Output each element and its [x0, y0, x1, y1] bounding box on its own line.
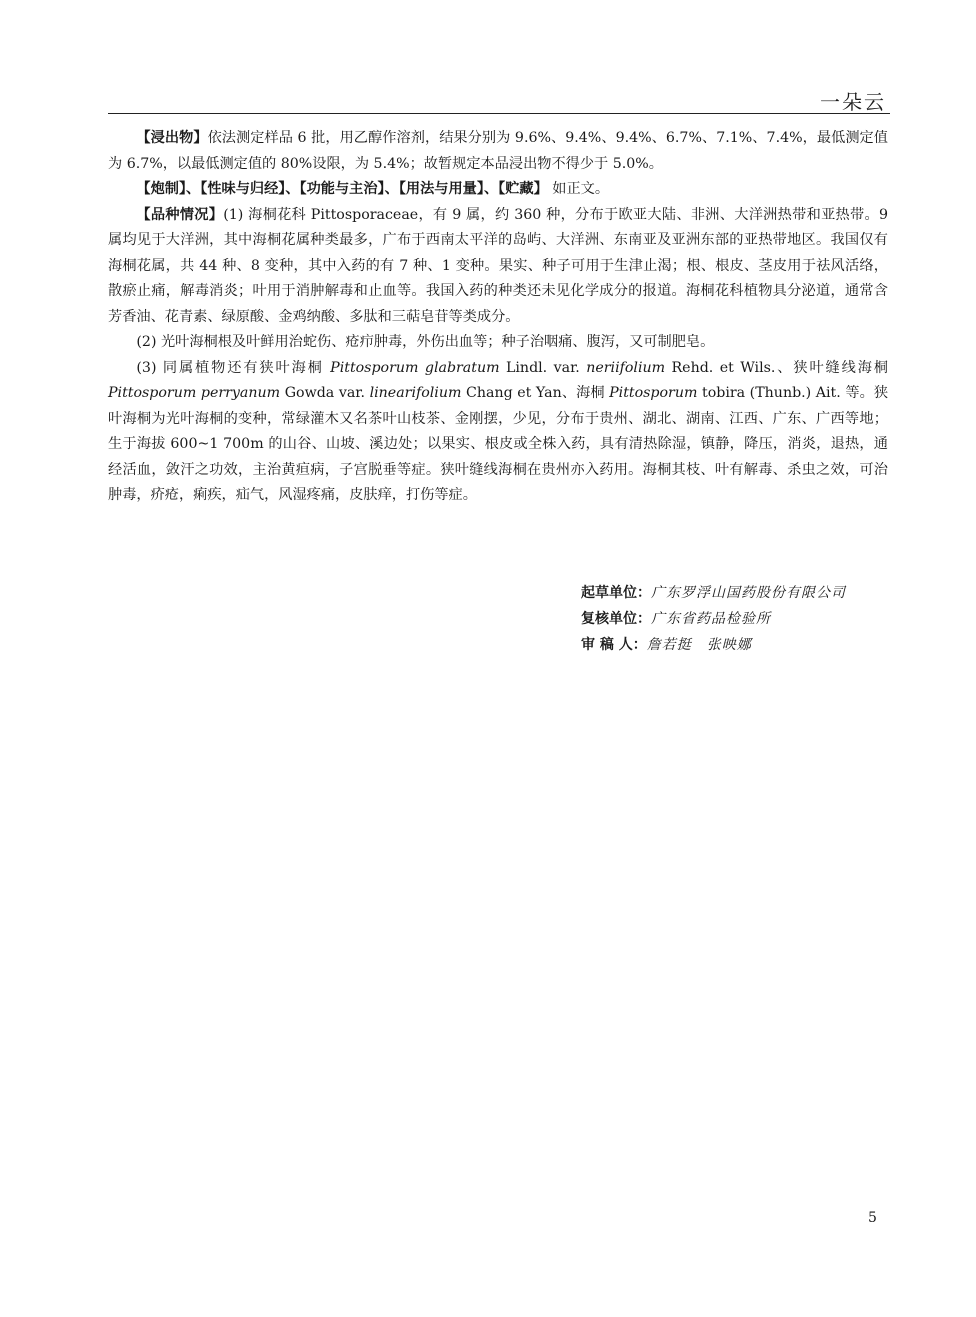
credit-value: 詹若挺 张映娜 — [646, 637, 752, 653]
paragraph-variety-1 — [108, 203, 888, 331]
variety-text-3d: Gowda var. — [280, 385, 370, 401]
paragraph-variety-2 — [108, 330, 888, 356]
credit-label: 起草单位： — [581, 585, 651, 601]
section-label-extract: 【浸出物】 — [136, 130, 208, 146]
variety-text-3b: Lindl. var. — [499, 359, 587, 376]
latin-name: linearifolium — [369, 385, 462, 401]
credit-row-drafting — [581, 580, 846, 606]
variety-text-1: (1) 海桐花科 Pittosporaceae，有 9 属，约 360 种，分布于欧亚大陆、非洲、大洋洲热带和亚热带。9 属均见于大洋洲，其中海桐花属种类最多，广布于西南太平洋的岛屿、大洋洲、东南亚及亚洲东部的亚热带地区。我国仅有海桐花属，共 44 种、8 变种，其中入药的有 7 种、1 变种。果实、种子可用于生津止渴；根、根皮、茎皮用于祛风活络，散瘀止痛，解毒消炎；叶用于消肿解毒和止血等。我国入药的种类还未见化学成分的报道。海桐花科植物具分泌道，通常含芳香油、花青素、绿原酸、金鸡纳酸、多肽和三萜皂苷等类成分。 — [108, 206, 888, 325]
variety-text-3f: tobira (Thunb.) Ait. 等。狭叶海桐为光叶海桐的变种，常绿灌木又名茶叶山枝茶、金刚摆，少见，分布于贵州、湖北、湖南、江西、广东、广西等地；生于海拔 600~1 700m 的山谷、山坡、溪边处；以果实、根皮或全株入药，具有清热除湿，镇静，降压，消炎，退热，通经活血，敛汗之功效，主治黄疸病，子宫脱垂等症。狭叶缝线海桐在贵州亦入药用。海桐其枝、叶有解毒、杀虫之效，可治肿毒，疥疮，痢疾，疝气，风湿疼痛，皮肤痒，打伤等症。 — [108, 385, 889, 503]
header-rule — [108, 113, 890, 114]
variety-text-2: (2) 光叶海桐根及叶鲜用治蛇伤、疮疖肿毒，外伤出血等；种子治咽痛、腹泻，又可制肥皂。 — [136, 334, 715, 350]
variety-text-3e: Chang et Yan、海桐 — [461, 385, 610, 401]
credit-label: 审 稿 人： — [581, 637, 647, 653]
latin-name: Pittosporum glabratum — [330, 359, 500, 376]
header-title: 一朵云 — [820, 90, 886, 114]
latin-name: neriifolium — [586, 359, 666, 376]
paragraph-extract — [108, 126, 888, 177]
paragraph-variety-3 — [108, 356, 888, 509]
page-number: 5 — [868, 1210, 877, 1226]
section-label-variety: 【品种情况】 — [136, 206, 224, 223]
credit-row-review — [581, 606, 846, 632]
section-label-processing: 【炮制】、【性味与归经】、【功能与主治】、【用法与用量】、【贮藏】 — [136, 181, 548, 197]
body-text — [108, 126, 888, 509]
credit-label: 复核单位： — [581, 611, 651, 627]
variety-text-3a: (3) 同属植物还有狭叶海桐 — [136, 359, 331, 376]
credit-row-editors — [581, 632, 846, 658]
latin-name: Pittosporum perryanum — [108, 385, 281, 401]
credit-value: 广东省药品检验所 — [651, 611, 771, 627]
latin-name: Pittosporum — [609, 385, 698, 401]
extract-text: 依法测定样品 6 批，用乙醇作溶剂，结果分别为 9.6%、9.4%、9.4%、6.7%、7.1%、7.4%，最低测定值为 6.7%，以最低测定值的 80%设限，为 5.4%；故暂规定本品浸出物不得少于 5.0%。 — [108, 130, 888, 172]
credit-value: 广东罗浮山国药股份有限公司 — [651, 585, 846, 601]
processing-text: 如正文。 — [552, 181, 610, 197]
credits — [581, 580, 846, 658]
variety-text-3c: Rehd. et Wils.、狭叶缝线海桐 — [665, 359, 888, 376]
paragraph-processing — [108, 177, 888, 203]
